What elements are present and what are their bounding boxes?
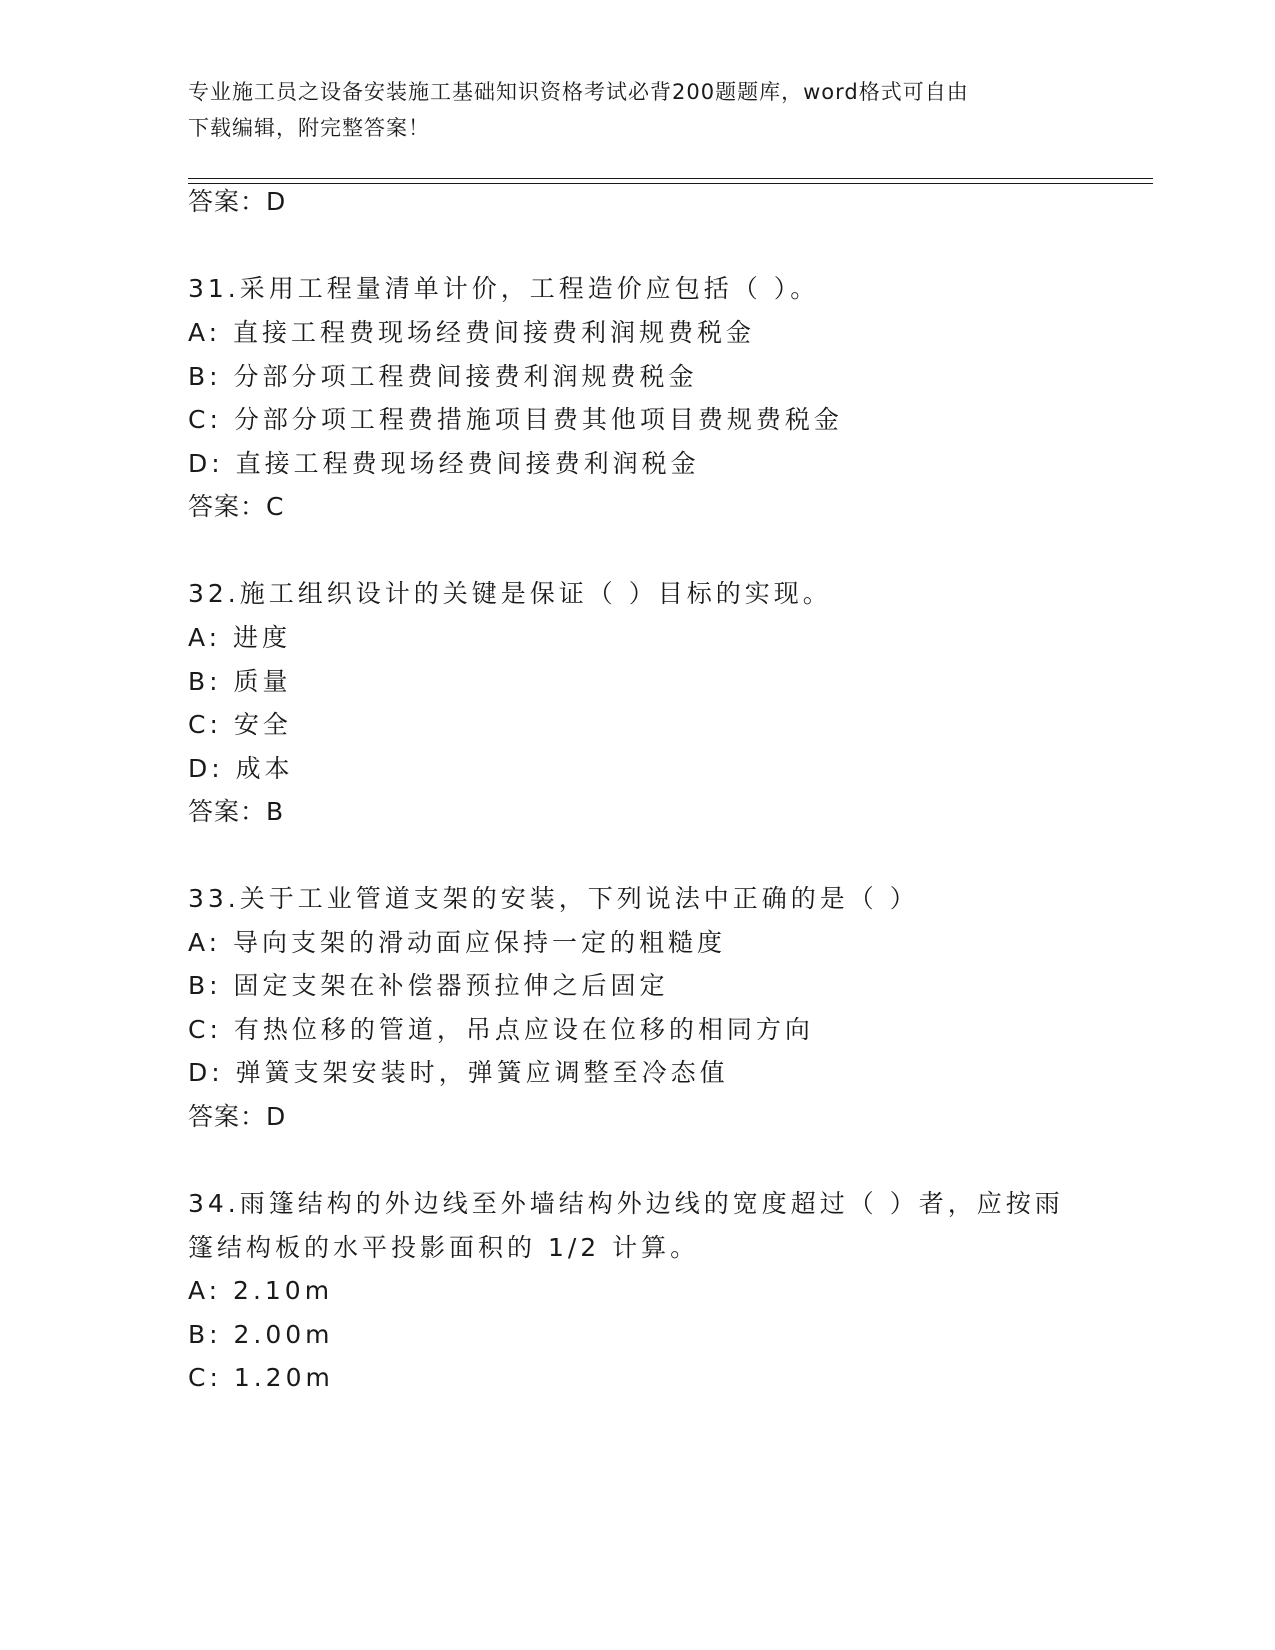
question-34-option-c: C: 1.20m [188,1363,334,1392]
question-32-option-a: A: 进度 [188,623,292,652]
question-33-option-b: B: 固定支架在补偿器预拉伸之后固定 [188,971,669,1000]
header-line-1: 专业施工员之设备安装施工基础知识资格考试必背200题题库，word格式可自由 [188,80,969,104]
question-34-stem-line-1: 34.雨篷结构的外边线至外墙结构外边线的宽度超过（ ）者，应按雨 [188,1189,1064,1218]
header-line-2: 下载编辑，附完整答案！ [188,116,430,140]
header-divider-bottom [188,183,1153,184]
header-divider-top [188,178,1153,179]
question-33-stem: 33.关于工业管道支架的安装，下列说法中正确的是（ ） [188,884,919,913]
previous-answer: 答案：D [188,187,287,216]
question-34-option-b: B: 2.00m [188,1320,334,1349]
question-32-option-b: B: 质量 [188,667,292,696]
question-33-option-a: A: 导向支架的滑动面应保持一定的粗糙度 [188,928,727,957]
question-32-answer: 答案：B [188,797,285,826]
question-32-option-d: D: 成本 [188,754,294,783]
question-34-option-a: A: 2.10m [188,1276,334,1305]
question-31-stem: 31.采用工程量清单计价，工程造价应包括（ ）。 [188,274,820,303]
question-31-option-c: C: 分部分项工程费措施项目费其他项目费规费税金 [188,405,843,434]
question-31-option-d: D: 直接工程费现场经费间接费利润税金 [188,449,700,478]
question-33-answer: 答案：D [188,1102,287,1131]
question-32-stem: 32.施工组织设计的关键是保证（ ）目标的实现。 [188,579,832,608]
question-31-answer: 答案：C [188,492,285,521]
document-header [188,74,1088,146]
question-33-option-c: C: 有热位移的管道，吊点应设在位移的相同方向 [188,1015,814,1044]
question-31-option-b: B: 分部分项工程费间接费利润规费税金 [188,362,698,391]
question-33-option-d: D: 弹簧支架安装时，弹簧应调整至冷态值 [188,1058,729,1087]
question-32-option-c: C: 安全 [188,710,292,739]
question-34-stem-line-2: 篷结构板的水平投影面积的 1/2 计算。 [188,1233,700,1262]
question-31-option-a: A: 直接工程费现场经费间接费利润规费税金 [188,318,756,347]
